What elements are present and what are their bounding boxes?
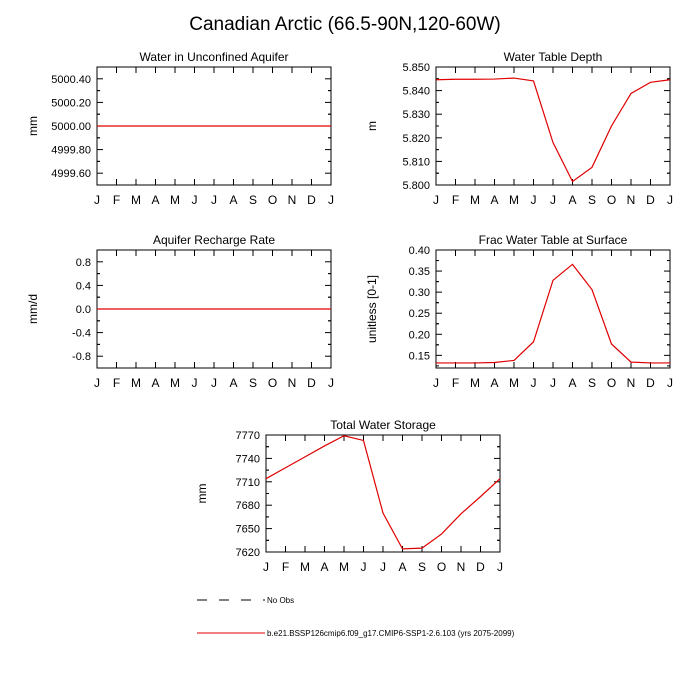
y-axis-label: mm	[26, 116, 40, 136]
panel-frac-water-table-at-surface	[365, 233, 673, 390]
x-tick-label: J	[433, 193, 439, 207]
x-tick-label: N	[287, 193, 297, 207]
x-tick-label: J	[328, 193, 334, 207]
x-tick-label: M	[339, 560, 349, 574]
y-tick-label: 7710	[235, 476, 260, 489]
x-tick-label: M	[131, 376, 141, 390]
y-tick-label: 5.820	[402, 132, 430, 145]
x-tick-label: O	[436, 560, 447, 574]
y-tick-label: 5.810	[402, 156, 430, 169]
x-tick-label: J	[211, 376, 217, 390]
x-tick-label: S	[417, 560, 427, 574]
x-tick-label: J	[530, 376, 537, 390]
x-tick-label: A	[151, 376, 160, 390]
y-axis-label: mm	[195, 483, 209, 504]
x-tick-label: A	[568, 193, 577, 207]
x-tick-label: J	[211, 193, 217, 207]
y-tick-label: 7680	[235, 500, 260, 513]
x-tick-label: F	[112, 193, 121, 207]
y-tick-label: 5.840	[402, 85, 430, 98]
panel-title: Total Water Storage	[330, 418, 436, 432]
plot-frame	[266, 435, 500, 552]
y-tick-label: 7770	[235, 430, 260, 442]
x-tick-label: D	[646, 376, 655, 390]
x-tick-label: J	[263, 560, 269, 574]
panel-water-in-unconfined-aquifer	[26, 50, 334, 207]
y-tick-label: 0.30	[408, 287, 430, 300]
x-tick-label: M	[470, 376, 480, 390]
x-tick-label: N	[287, 376, 297, 390]
y-tick-label: 5000.00	[51, 121, 91, 133]
x-tick-label: A	[151, 193, 160, 207]
y-tick-label: 0.15	[408, 350, 430, 363]
y-tick-label: 0.4	[75, 280, 91, 293]
x-tick-label: M	[509, 193, 519, 207]
y-tick-label: 5.800	[402, 180, 430, 192]
x-tick-label: M	[470, 193, 480, 207]
x-tick-label: A	[490, 193, 499, 207]
panel-title: Aquifer Recharge Rate	[152, 233, 276, 247]
x-tick-label: J	[667, 376, 673, 390]
x-tick-label: M	[170, 193, 180, 207]
x-tick-label: A	[229, 193, 238, 207]
x-tick-label: M	[170, 376, 180, 390]
y-tick-label: 0.20	[408, 329, 430, 342]
y-tick-label: 5.830	[402, 109, 430, 122]
x-tick-label: J	[360, 560, 367, 574]
x-tick-label: O	[606, 376, 617, 390]
panel-title: Frac Water Table at Surface	[478, 233, 628, 247]
x-tick-label: J	[497, 560, 503, 574]
y-tick-label: 4999.60	[51, 168, 91, 181]
series-line	[436, 78, 670, 181]
x-tick-label: D	[307, 376, 316, 390]
x-tick-label: O	[606, 193, 617, 207]
panel-aquifer-recharge-rate	[26, 233, 334, 390]
x-tick-label: F	[112, 376, 121, 390]
y-tick-label: 0.8	[75, 256, 91, 269]
x-tick-label: A	[398, 560, 407, 574]
legend-obs-label: No Obs	[267, 596, 295, 605]
x-tick-label: O	[267, 193, 278, 207]
y-tick-label: 5000.40	[51, 73, 91, 86]
legend	[197, 596, 515, 638]
x-tick-label: A	[568, 376, 577, 390]
panel-title: Water Table Depth	[503, 50, 603, 64]
y-tick-label: 4999.80	[51, 144, 91, 157]
x-tick-label: J	[667, 193, 673, 207]
x-tick-label: D	[307, 193, 316, 207]
plot-frame	[436, 250, 670, 368]
x-tick-label: M	[300, 560, 310, 574]
y-tick-label: 7740	[235, 453, 260, 466]
x-tick-label: A	[229, 376, 238, 390]
x-tick-label: J	[530, 193, 537, 207]
x-tick-label: N	[456, 560, 466, 574]
plot-frame	[436, 67, 670, 185]
x-tick-label: D	[646, 193, 655, 207]
x-tick-label: F	[451, 193, 460, 207]
y-tick-label: 0.40	[408, 245, 430, 257]
y-tick-label: 0.0	[75, 304, 91, 316]
x-tick-label: S	[248, 376, 258, 390]
y-tick-label: 0.35	[408, 266, 430, 279]
figure-title: Canadian Arctic (66.5-90N,120-60W)	[189, 14, 501, 35]
panel-water-table-depth	[365, 50, 673, 207]
x-tick-label: J	[191, 193, 198, 207]
x-tick-label: N	[626, 376, 636, 390]
x-tick-label: F	[451, 376, 460, 390]
series-line	[436, 264, 670, 363]
x-tick-label: M	[131, 193, 141, 207]
x-tick-label: F	[281, 560, 290, 574]
x-tick-label: J	[94, 193, 100, 207]
legend-model-label: b.e21.BSSP126cmip6.f09_g17.CMIP6-SSP1-2.6.103 (yrs 2075-2099)	[267, 629, 515, 638]
x-tick-label: A	[320, 560, 329, 574]
x-tick-label: D	[476, 560, 485, 574]
panel-title: Water in Unconfined Aquifer	[139, 50, 289, 64]
x-tick-label: J	[94, 376, 100, 390]
y-tick-label: -0.8	[72, 351, 91, 364]
x-tick-label: N	[626, 193, 636, 207]
x-tick-label: J	[328, 376, 334, 390]
x-tick-label: S	[248, 193, 258, 207]
x-tick-label: A	[490, 376, 499, 390]
panel-total-water-storage	[195, 418, 503, 574]
y-axis-label: unitless [0-1]	[365, 274, 379, 344]
y-tick-label: 7650	[235, 523, 260, 536]
x-tick-label: O	[267, 376, 278, 390]
y-tick-label: -0.4	[72, 327, 91, 340]
x-tick-label: S	[587, 193, 597, 207]
y-tick-label: 0.25	[408, 308, 430, 321]
x-tick-label: M	[509, 376, 519, 390]
y-axis-label: mm/d	[26, 294, 40, 324]
y-axis-label: m	[365, 121, 379, 131]
series-line	[266, 436, 500, 549]
y-tick-label: 7620	[235, 547, 260, 559]
x-tick-label: J	[550, 376, 556, 390]
x-tick-label: J	[191, 376, 198, 390]
y-tick-label: 5000.20	[51, 97, 91, 110]
x-tick-label: J	[380, 560, 386, 574]
x-tick-label: J	[433, 376, 439, 390]
x-tick-label: J	[550, 193, 556, 207]
y-tick-label: 5.850	[402, 62, 430, 74]
x-tick-label: S	[587, 376, 597, 390]
